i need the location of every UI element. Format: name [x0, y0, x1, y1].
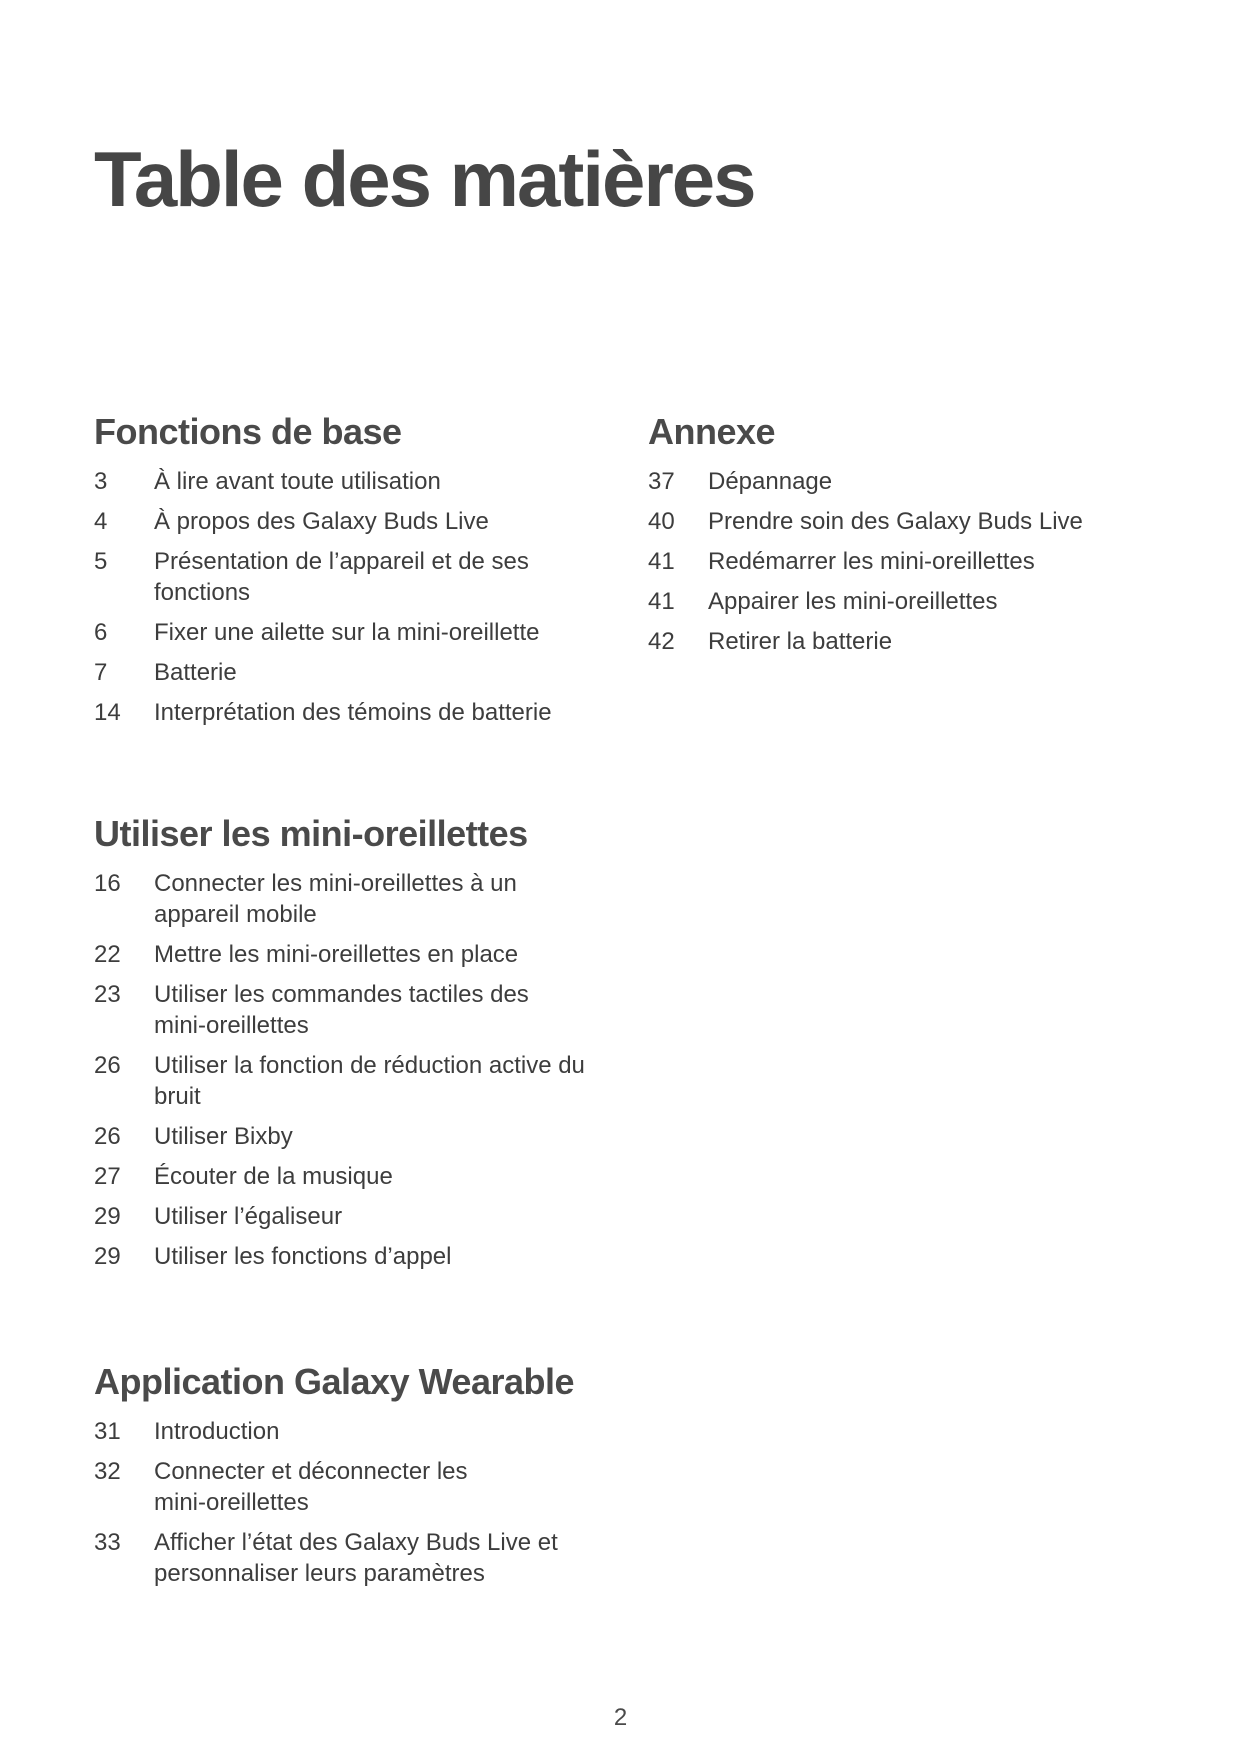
toc-page-number: 5	[94, 547, 108, 575]
toc-entry-label: Batterie	[154, 658, 237, 686]
toc-entry-label: Redémarrer les mini-oreillettes	[708, 547, 1035, 575]
toc-page-number: 37	[648, 467, 675, 495]
toc-entry-label: Prendre soin des Galaxy Buds Live	[708, 507, 1083, 535]
toc-page-number: 22	[94, 940, 121, 968]
toc-entry-label: Fixer une ailette sur la mini-oreillette	[154, 618, 540, 646]
toc-page-number: 26	[94, 1051, 121, 1079]
toc-list	[94, 466, 614, 728]
toc-entry[interactable]	[648, 466, 1168, 497]
toc-list	[94, 1416, 614, 1589]
section-annexe	[648, 412, 1168, 666]
toc-entry-label: À propos des Galaxy Buds Live	[154, 507, 489, 535]
section-utiliser-les-mini-oreillettes	[94, 814, 614, 1281]
section-application-galaxy-wearable	[94, 1362, 614, 1598]
page-title: Table des matières	[94, 135, 755, 223]
toc-page-number: 14	[94, 698, 121, 726]
toc-entry[interactable]	[94, 506, 614, 537]
toc-entry-label: Utiliser les commandes tactiles des mini-oreillettes	[154, 980, 529, 1039]
toc-entry[interactable]	[94, 1201, 614, 1232]
toc-entry-label: Utiliser les fonctions d’appel	[154, 1242, 452, 1270]
toc-page-number: 7	[94, 658, 108, 686]
section-title: Application Galaxy Wearable	[94, 1361, 575, 1402]
toc-entry-label: Utiliser Bixby	[154, 1122, 293, 1150]
toc-page-number: 4	[94, 507, 108, 535]
toc-entry[interactable]	[648, 586, 1168, 617]
toc-entry[interactable]	[94, 1050, 614, 1112]
toc-page-number: 42	[648, 627, 675, 655]
toc-entry[interactable]	[648, 626, 1168, 657]
toc-page-number: 41	[648, 547, 675, 575]
toc-entry-label: Écouter de la musique	[154, 1162, 393, 1190]
toc-entry[interactable]	[94, 1456, 614, 1518]
toc-entry[interactable]	[94, 1161, 614, 1192]
toc-entry-label: Utiliser la fonction de réduction active du bruit	[154, 1051, 585, 1110]
toc-page-number: 31	[94, 1417, 121, 1445]
toc-page-number: 6	[94, 618, 108, 646]
toc-entry[interactable]	[94, 1416, 614, 1447]
toc-entry-label: Appairer les mini-oreillettes	[708, 587, 998, 615]
toc-page-number: 16	[94, 869, 121, 897]
toc-page-number: 41	[648, 587, 675, 615]
toc-page-number: 29	[94, 1202, 121, 1230]
toc-entry[interactable]	[94, 1241, 614, 1272]
toc-entry-label: Connecter les mini-oreillettes à un appareil mobile	[154, 869, 517, 928]
toc-entry[interactable]	[94, 617, 614, 648]
toc-entry[interactable]	[94, 868, 614, 930]
toc-entry[interactable]	[94, 939, 614, 970]
toc-entry[interactable]	[94, 546, 614, 608]
toc-page-number: 23	[94, 980, 121, 1008]
toc-entry-label: Afficher l’état des Galaxy Buds Live et personnaliser leurs paramètres	[154, 1528, 558, 1587]
toc-list	[648, 466, 1168, 657]
toc-entry-label: Retirer la batterie	[708, 627, 893, 655]
toc-page-number: 3	[94, 467, 108, 495]
toc-entry[interactable]	[94, 1121, 614, 1152]
toc-page-number: 27	[94, 1162, 121, 1190]
section-title: Fonctions de base	[94, 411, 402, 452]
page-number: 2	[613, 1704, 628, 1731]
toc-entry-label: Présentation de l’appareil et de ses fonctions	[154, 547, 529, 606]
toc-page-number: 40	[648, 507, 675, 535]
toc-page-number: 26	[94, 1122, 121, 1150]
toc-page-number: 29	[94, 1242, 121, 1270]
toc-entry-label: Dépannage	[708, 467, 833, 495]
toc-entry-label: Interprétation des témoins de batterie	[154, 698, 552, 726]
section-title: Utiliser les mini-oreillettes	[94, 813, 528, 854]
toc-page-number: 33	[94, 1528, 121, 1556]
toc-entry-label: Utiliser l’égaliseur	[154, 1202, 343, 1230]
toc-list	[94, 868, 614, 1272]
toc-page-number: 32	[94, 1457, 121, 1485]
toc-entry-label: Mettre les mini-oreillettes en place	[154, 940, 519, 968]
toc-entry-label: À lire avant toute utilisation	[154, 467, 441, 495]
toc-entry[interactable]	[94, 1527, 614, 1589]
toc-entry[interactable]	[648, 506, 1168, 537]
section-fonctions-de-base	[94, 412, 614, 737]
toc-entry[interactable]	[94, 466, 614, 497]
toc-entry[interactable]	[94, 657, 614, 688]
toc-entry[interactable]	[94, 979, 614, 1041]
toc-entry[interactable]	[648, 546, 1168, 577]
toc-entry-label: Connecter et déconnecter les mini-oreillettes	[154, 1457, 468, 1516]
toc-entry-label: Introduction	[154, 1417, 280, 1445]
toc-entry[interactable]	[94, 697, 614, 728]
section-title: Annexe	[648, 411, 776, 452]
